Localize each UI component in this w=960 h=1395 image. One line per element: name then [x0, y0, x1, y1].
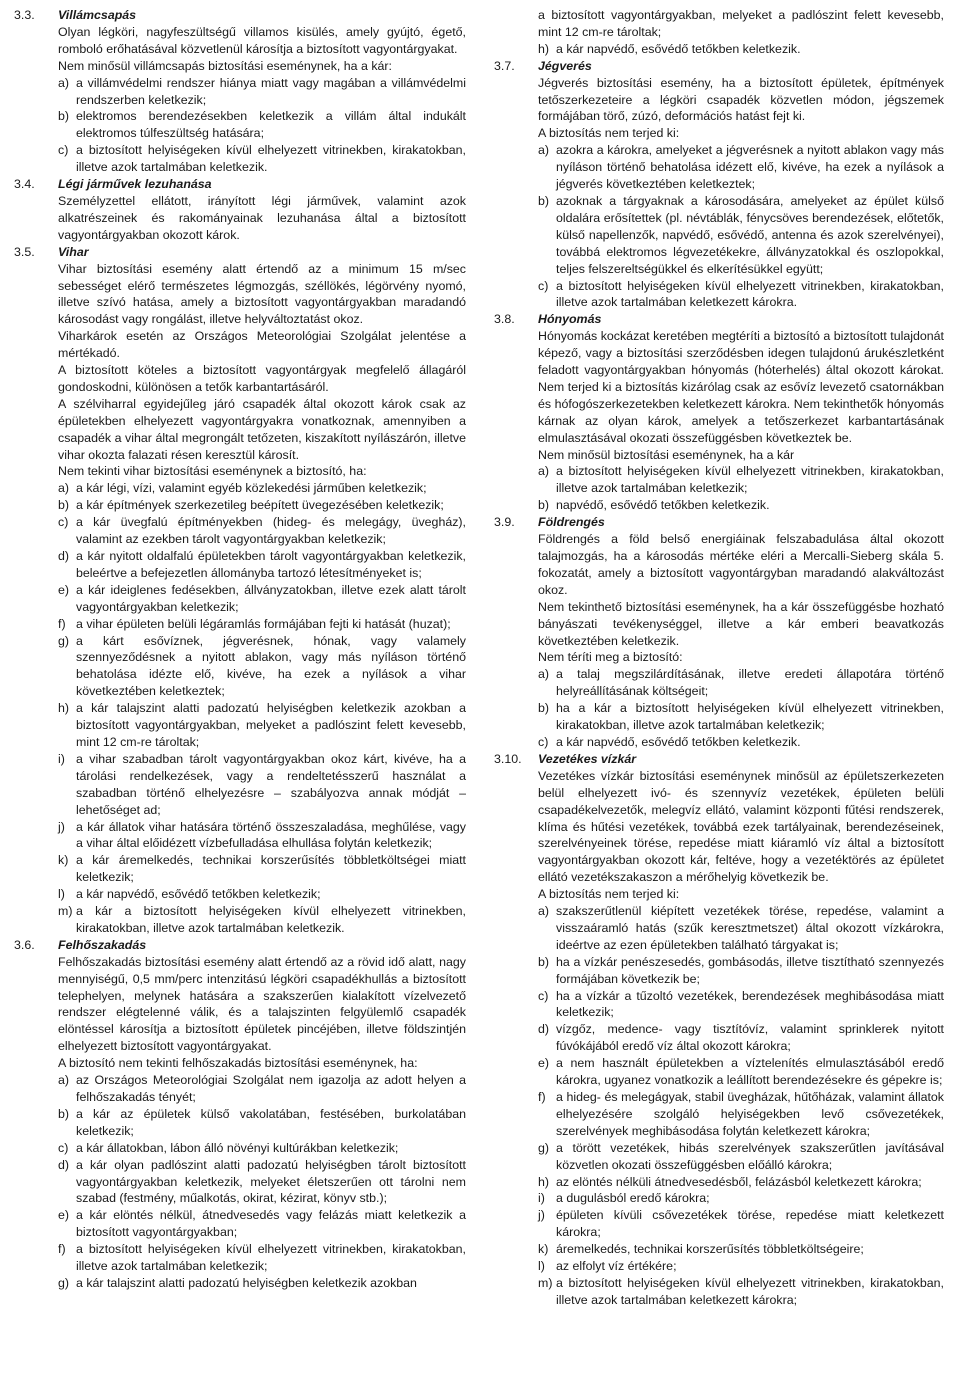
list-item-text: ha a vízkár penészesedés, gombásodás, illetve tisztítható szennyezés formájában következik be;	[556, 954, 944, 986]
list-item-label: a)	[538, 904, 550, 919]
list-item-label: h)	[538, 41, 550, 56]
list-item-label: d)	[58, 549, 70, 563]
section	[494, 311, 944, 514]
list-item-label: f)	[538, 1090, 546, 1104]
list-item	[58, 1072, 466, 1106]
list-item-text: a biztosított helyiségeken kívül elhelyezett vitrinekben, kirakatokban, illetve azok tartalmában keletkezik;	[76, 1242, 466, 1274]
paragraph: Személyzettel ellátott, irányított légi járművek, valamint azok alkatrészeinek és rakományainak lezuhanása által a biztosított vagyontárgyakban okozott károk.	[58, 193, 466, 242]
list-item	[538, 463, 944, 497]
list-item	[538, 1055, 944, 1089]
list-item	[58, 514, 466, 548]
list-item	[538, 142, 944, 193]
list-item-label: f)	[58, 1242, 66, 1257]
list-item-label: a)	[58, 1073, 70, 1088]
list-item	[538, 988, 944, 1022]
list-item	[538, 1275, 944, 1309]
list-item	[538, 1207, 944, 1241]
list-item-label: j)	[538, 1208, 545, 1223]
list-item-label: b)	[58, 498, 70, 513]
right-column	[494, 7, 944, 1309]
section	[14, 7, 466, 176]
list-item	[538, 1021, 944, 1055]
list-item-text: az Országos Meteorológiai Szolgálat nem igazolja az adott helyen a felhőszakadás tényét;	[76, 1073, 466, 1104]
list-item	[58, 75, 466, 109]
list-item-label: c)	[538, 734, 549, 749]
list-item-text: épületen kívüli csővezetékek törése, repedése miatt keletkezett károkra;	[556, 1208, 944, 1240]
list-item-label: h)	[538, 1174, 550, 1189]
paragraph: A biztosító nem tekinti felhőszakadás biztosítási eseménynek, ha:	[58, 1056, 418, 1071]
list-item-label: i)	[58, 751, 65, 766]
list-item-text: a kár építmények szerkezetileg beépített üvegezésében keletkezik;	[76, 498, 444, 513]
list-item-text: a kár a biztosított helyiségeken kívül elhelyezett vitrinekben, kirakatokban, illetve azok tartalmában keletkezik.	[76, 904, 466, 935]
list-item-label: l)	[58, 887, 65, 902]
list-item-label: a)	[538, 464, 550, 479]
list-item-label: a)	[538, 667, 550, 682]
list-item	[538, 1258, 944, 1275]
section-body	[538, 514, 944, 751]
section	[494, 7, 944, 58]
list-item-text: a biztosított helyiségeken kívül elhelyezett vitrinekben, kirakatokban, illetve azok tartalmában keletkezik;	[556, 464, 944, 496]
section-body	[538, 58, 944, 312]
list-item	[538, 1241, 944, 1258]
paragraph: Vezetékes vízkár biztosítási eseménynek minősül az épületszerkezeten belül elhelyezett ivó- és szennyvíz vezetékek, épületen belüli csapadékelvezetők, melegvíz ellátó, valamint központi fűtési rendszerek, klíma és hűtési vezetékek, továbbá ezek tartályainak, berendezéseinek, szerelvényeinek törése, repedése miatt kiáramló víz által a biztosított vagyontárgyakban okozott kár, feltéve, hogy a vezetéktörés az épületet ellátó vezetékszakaszon a mérőhelyig következik be.	[538, 768, 944, 885]
list-item-text: ha a kár a biztosított helyiségeken kívül elhelyezett vitrinekben, kirakatokban, illetve azok tartalmában keletkezik;	[556, 701, 944, 733]
list-item-text: a kár elöntés nélkül, átnedvesedés vagy felázás miatt keletkezik a biztosított vagyontárgyakban;	[76, 1208, 466, 1240]
list-item-text: a kár áremelkedés, technikai korszerűsítés többletköltségei miatt keletkezik;	[76, 853, 466, 885]
list-item	[58, 1106, 466, 1140]
paragraph: A biztosítás nem terjed ki:	[538, 126, 680, 141]
section	[494, 514, 944, 751]
section	[494, 58, 944, 312]
list-item-label: k)	[58, 853, 69, 868]
list-item-label: g)	[538, 1140, 550, 1155]
list-item-text: a törött vezetékek, hibás szerelvények szakszerűtlen javításával közvetlen okozati összefüggésben előálló károkra;	[556, 1140, 944, 1172]
list-item-label: c)	[538, 988, 549, 1003]
list-item-text: vízgőz, medence- vagy tisztítóvíz, valamint sprinklerek nyitott fúvókájából eredő víz által okozott károkra;	[556, 1022, 944, 1054]
list-item	[58, 1241, 466, 1275]
left-column	[14, 7, 466, 1292]
section-body	[58, 7, 466, 176]
list-item-text: elektromos berendezésekben keletkezik a villám által indukált elektromos túlfeszültség hatására;	[76, 109, 466, 141]
paragraph: Nem téríti meg a biztosító:	[538, 650, 683, 665]
list-item	[58, 548, 466, 582]
list-item	[538, 1174, 944, 1191]
list-item-label: d)	[538, 1022, 550, 1037]
list-item-label: g)	[58, 1275, 70, 1290]
section-body	[538, 751, 944, 1309]
list-item	[58, 616, 466, 633]
list-item-text: az elfolyt víz értékére;	[556, 1259, 677, 1274]
paragraph: Viharkárok esetén az Országos Meteorológiai Szolgálat jelentése a mértékadó.	[58, 329, 466, 361]
section-number: 3.5.	[14, 244, 35, 259]
list-item	[58, 700, 466, 751]
list-item-text: a biztosított helyiségeken kívül elhelyezett vitrinekben, kirakatokban, illetve azok tartalmában keletkezett károkra;	[556, 1275, 944, 1307]
list-item	[58, 633, 466, 701]
list-item	[58, 142, 466, 176]
section	[14, 244, 466, 937]
paragraph: Olyan légköri, nagyfeszültségű villamos kisülés, amely gyújtó, égető, romboló erőhatásával közvetlenül károsítja a biztosított vagyontárgyakat.	[58, 24, 466, 56]
section-number: 3.4.	[14, 177, 35, 192]
list-item-text: a dugulásból eredő károkra;	[556, 1191, 710, 1206]
section-body	[58, 244, 466, 937]
list-item-label: d)	[58, 1157, 70, 1172]
paragraph: Hónyomás kockázat keretében megtéríti a biztosító a biztosított tulajdonát képező, vagy a biztosítási szerződésben idegen tulajdonú árukészletként feladott vagyontárgyakban hónyomás (hóterhelés) által okozott károkat. Nem terjed ki a biztosítás kizárólag csak az esővíz levezető csatornákban és hófogószerkezetekben keletkezett károkra. Nem tekinthetők hónyomás kárnak az olyan károk, amelyek a tetőszerkezet karbantartásának elmulasztásával okozati összefüggésben következtek be.	[538, 329, 944, 445]
list-item-text: a kár állatokban, lábon álló növényi kultúrákban keletkezik;	[76, 1140, 399, 1155]
list-item	[58, 1207, 466, 1241]
section	[14, 937, 466, 1292]
list-item-text: a kárt esővíznek, jégverésnek, hónak, vagy valamely szennyeződésnek a nyitott ablakon, vagy más nyíláson történő behatolása idézte elő, kivéve, ha ezek a nyílások a vihar következtében keletkeztek;	[76, 633, 466, 699]
paragraph: Nem tekinthető biztosítási eseménynek, ha a kár összefüggésbe hozható bányászati tevékenységgel, illetve a kár emberi beavatkozás következtében keletkezik.	[538, 599, 944, 648]
paragraph: Felhőszakadás biztosítási esemény alatt értendő az a rövid idő alatt, nagy mennyiségű, 0,5 mm/perc intenzitású légköri csapadékhullás a biztosított telephelyen, melynek hatására a szakszerűen kialakított vízelvezető rendszer elégtelenné válik, és a talajszinten felgyülemlő csapadék elöntéssel károsítja a biztosított épületek pincéjében, illetve földszintjén elhelyezett biztosított vagyontárgyakat.	[58, 954, 466, 1054]
paragraph: Nem tekinti vihar biztosítási eseménynek a biztosító, ha:	[58, 464, 367, 479]
list-item	[538, 734, 944, 751]
list-item	[538, 1140, 944, 1174]
list-item	[538, 1190, 944, 1207]
list-item	[58, 852, 466, 886]
list-item-label: f)	[58, 616, 66, 631]
section-body	[58, 176, 466, 244]
list-item-label: b)	[538, 498, 550, 513]
list-item-text: a villámvédelmi rendszer hiánya miatt vagy magában a villámvédelmi rendszerben keletkezik;	[76, 75, 466, 107]
list-item-label: l)	[538, 1259, 545, 1274]
paragraph: Földrengés a föld belső energiáinak felszabadulása által okozott talajmozgás, ha a károsodás mértéke eléri a Mercalli-Sieberg skála 5. fokozatát, amely a biztosított vagyontárgyban maradandó alakváltozást okoz.	[538, 532, 944, 597]
paragraph: Vihar biztosítási esemény alatt értendő az a minimum 15 m/sec sebességet elérő természetes légmozgás, széllökés, légörvény nyomó, illetve szívó hatása, amely a biztosított vagyontárgyakban maradandó károsodást vagy rongálást, illetve helyváltoztatást okoz.	[58, 261, 466, 327]
list-item-text: a kár az épületek külső vakolatában, festésében, burkolatában keletkezik;	[76, 1106, 466, 1138]
list-item	[538, 41, 944, 58]
list-item-label: c)	[538, 278, 549, 293]
section-title: Vihar	[58, 244, 89, 259]
list-item-text: az elöntés nélküli átnedvesedésből, felázásból keletkezett károkra;	[556, 1174, 922, 1189]
list-item	[58, 886, 466, 903]
list-item	[538, 193, 944, 278]
list-item-label: b)	[538, 193, 550, 208]
list-item-text: a kár napvédő, esővédő tetőkben keletkezik.	[556, 734, 801, 749]
list-item-label: b)	[538, 701, 550, 716]
list-item	[538, 700, 944, 734]
list-item-label: b)	[538, 954, 550, 969]
list-item-label: e)	[58, 1208, 70, 1223]
list-item-label: e)	[538, 1056, 550, 1071]
list-item	[58, 497, 466, 514]
list-item	[538, 666, 944, 700]
list-item-label: g)	[58, 633, 70, 648]
list-item-text: szakszerűtlenül kiépített vezetékek törése, repedése, valamint a visszaáramló hatás (szűk keresztmetszet) által okozott vízkárokra, ideértve az ezen épületekben található tárgyakat is;	[556, 904, 944, 952]
section-title: Vezetékes vízkár	[538, 751, 637, 766]
paragraph: A biztosított köteles a biztosított vagyontárgyak megfelelő állagáról gondoskodni, különösen a tetők karbantartásáról.	[58, 363, 466, 394]
list-item-text: azoknak a tárgyaknak a károsodására, amelyeket az épület külső oldalára erősítettek (pl. névtáblák, fénycsöves berendezések, előtetők, külső napellenzők, napvédő, esővédő, antenna és azok szerelvényei), továbbá elektromos légvezetékekre, állványzatokkal és oszlopokkal, teljes felszereltségükkel és elkerítésükkel együtt;	[556, 193, 944, 276]
list-item-text: napvédő, esővédő tetőkben keletkezik.	[556, 498, 770, 513]
list-item	[538, 278, 944, 312]
list-item-text: a kár üvegfalú építményekben (hideg- és melegágy, üvegház), valamint az ezekben tárolt vagyontárgyakban keletkezik;	[76, 515, 466, 547]
list-item	[58, 480, 466, 497]
list-item-text: a kár napvédő, esővédő tetőkben keletkezik.	[556, 41, 801, 56]
list-item-text: a kár napvédő, esővédő tetőkben keletkezik;	[76, 887, 321, 902]
section-body	[58, 937, 466, 1292]
list-item	[58, 819, 466, 853]
list-item-text: a kár nyitott oldalfalú épületekben tárolt vagyontárgyakban keletkezik, beleértve a befejezetlen állományba tartozó létesítményeket is;	[76, 549, 466, 580]
list-item-text: a kár ideiglenes fedésekben, állványzatokban, illetve ezek alatt tárolt vagyontárgyakban keletkezik;	[76, 582, 466, 614]
list-item-label: c)	[58, 1140, 69, 1155]
section-title: Hónyomás	[538, 312, 602, 327]
list-item-label: c)	[58, 143, 69, 158]
paragraph: A biztosítás nem terjed ki:	[538, 887, 680, 902]
list-item-label: i)	[538, 1191, 545, 1206]
section-body	[538, 311, 944, 514]
section-number: 3.8.	[494, 312, 515, 327]
paragraph: A szélviharral egyidejűleg járó csapadék által okozott károk csak az épületekben elhelyezett vagyontárgyakra vonatkoznak, amennyiben a csapadék a vihar által megrongált tetőzeten, kiszakított nyílászárón, illetve vihar okozta falazati résen keresztül károsít.	[58, 396, 466, 462]
list-item-text: a kár talajszint alatti padozatú helyiségben keletkezik azokban	[76, 1275, 417, 1290]
section-title: Villámcsapás	[58, 8, 137, 22]
list-item-text: ha a vízkár a tűzoltó vezetékek, berendezések meghibásodása miatt keletkezik;	[556, 988, 944, 1020]
list-item-text: a vihar szabadban tárolt vagyontárgyakban okoz kárt, kivéve, ha a tárolási rendelkezések, vagy a rendeltetésszerű használat a szabadban történő elhelyezésre – szabályozva annak módját – lehetőséget ad;	[76, 751, 466, 817]
section-title: Légi járművek lezuhanása	[58, 177, 212, 192]
list-item-text: a kár olyan padlószint alatti padozatú helyiségben tárolt biztosított vagyontárgyakban keletkezik, melyeket életszerűen ott tárolni nem szabad (festmény, műalkotás, okirat, kézirat, könyv stb.);	[76, 1157, 466, 1206]
section	[14, 176, 466, 244]
list-item-text: a hideg- és melegágyak, stabil üvegházak, hűtőházak, valamint állatok elhelyezésére szolgáló helyiségekben levő csővezetékek, szerelvények meghibásodása folytán keletkezett károkra;	[556, 1090, 944, 1138]
list-item-label: k)	[538, 1242, 549, 1257]
list-item-label: c)	[58, 515, 69, 530]
list-item-label: a)	[538, 143, 550, 158]
section-number: 3.6.	[14, 937, 35, 952]
list-item-text: a biztosított helyiségeken kívül elhelyezett vitrinekben, kirakatokban, illetve azok tartalmában keletkezett károkra.	[556, 278, 944, 310]
list-item-label: a)	[58, 75, 70, 90]
list-item	[538, 1089, 944, 1140]
list-item-label: e)	[58, 582, 70, 597]
paragraph: Jégverés biztosítási esemény, ha a biztosított épületek, építmények tetőszerkezeteire a légköri csapadék közvetlen módon, jégszemek formájában törő, zúzó, deformációs hatást fejt ki.	[538, 75, 944, 124]
list-item-label: b)	[58, 109, 70, 124]
list-item-text: a kár légi, vízi, valamint egyéb közlekedési járműben keletkezik;	[76, 481, 427, 496]
list-item	[538, 954, 944, 988]
paragraph: a biztosított vagyontárgyakban, melyeket a padlószint felett kevesebb, mint 12 cm-re tároltak;	[538, 8, 944, 39]
section-title: Földrengés	[538, 515, 605, 530]
section-title: Jégverés	[538, 58, 592, 73]
list-item-label: m)	[58, 904, 73, 919]
list-item	[58, 751, 466, 819]
list-item	[538, 497, 944, 514]
list-item	[58, 108, 466, 142]
section-title: Felhőszakadás	[58, 937, 147, 952]
list-item-text: a kár állatok vihar hatására történő összeszaladása, meghűlése, vagy a vihar által előidézett vízbefulladása elhullása folytán keletkezik;	[76, 819, 466, 851]
list-item	[58, 1275, 466, 1292]
list-item-text: a kár talajszint alatti padozatú helyiségben keletkezik azokban a biztosított vagyontárgyakban, melyeket a padlószint felett kevesebb, mint 12 cm-re tároltak;	[76, 701, 466, 749]
list-item	[538, 903, 944, 954]
list-item-text: a nem használt épületekben a víztelenítés elmulasztásából eredő károkra, ugyanez vonatkozik a leállított berendezésekre és gépekre is;	[556, 1056, 944, 1088]
list-item-text: áremelkedés, technikai korszerűsítés többletköltségeire;	[556, 1242, 864, 1257]
list-item-text: a biztosított helyiségeken kívül elhelyezett vitrinekben, kirakatokban, illetve azok tartalmában keletkezik.	[76, 143, 466, 175]
list-item-label: m)	[538, 1275, 553, 1290]
list-item	[58, 1157, 466, 1208]
section-number: 3.7.	[494, 58, 515, 73]
list-item-label: b)	[58, 1106, 70, 1121]
list-item	[58, 582, 466, 616]
list-item-label: h)	[58, 701, 70, 716]
section	[494, 751, 944, 1309]
list-item	[58, 903, 466, 937]
list-item-label: a)	[58, 481, 70, 496]
list-item-text: a vihar épületen belüli légáramlás formájában fejti ki hatását (huzat);	[76, 616, 451, 631]
paragraph: Nem minősül biztosítási eseménynek, ha a kár	[538, 447, 795, 462]
section-body	[538, 7, 944, 58]
section-number: 3.3.	[14, 8, 35, 22]
list-item-label: j)	[58, 819, 65, 834]
list-item-text: a talaj megszilárdításának, illetve eredeti állapotára történő helyreállításának költségeit;	[556, 667, 944, 699]
list-item	[58, 1140, 466, 1157]
list-item-text: azokra a károkra, amelyeket a jégverésnek a nyitott ablakon vagy más nyíláson történő behatolása idézett elő, kivéve, ha ezek a nyílások a jégverés következtében keletkeztek;	[556, 143, 944, 192]
section-number: 3.10.	[494, 751, 522, 766]
paragraph: Nem minősül villámcsapás biztosítási eseménynek, ha a kár:	[58, 58, 392, 73]
section-number: 3.9.	[494, 515, 515, 530]
